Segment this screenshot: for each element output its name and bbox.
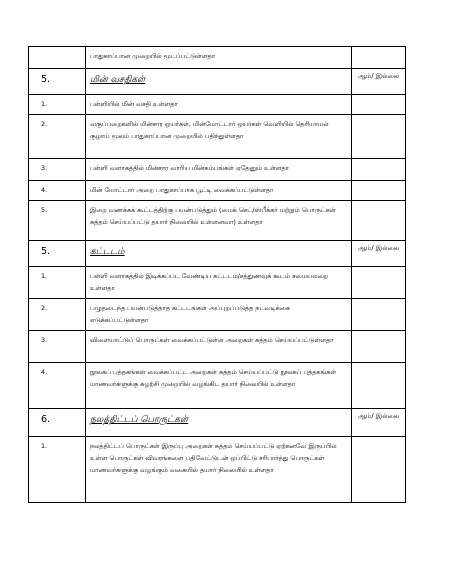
question-text: நூலகப் புத்தகங்கள் வைக்கப்பட்ட அறைகள் சுத்தம் செய்யப்பட்டு நூலகப் புத்தகங்கள் மாணவர்களுக்கு சுழற்சி முறையில் வழங்கிட தயார் நிலையில் உள்ளதா	[86, 363, 352, 409]
row-number: 5.	[29, 241, 86, 267]
answer-cell[interactable]	[352, 201, 406, 241]
checklist-row	[29, 115, 406, 159]
question-text: பாதுகாப்பான முறையில் மூடப்பட்டுள்ளதா	[86, 47, 352, 69]
section-title-text: கட்டடம்	[90, 247, 125, 257]
answer-cell[interactable]	[352, 363, 406, 409]
row-number: 2.	[29, 115, 86, 159]
yes-no-header: ஆம்/ இல்லை	[352, 69, 406, 95]
row-number	[29, 47, 86, 69]
checklist-table	[28, 46, 406, 503]
section-header-row	[29, 69, 406, 95]
section-title	[86, 69, 352, 95]
answer-cell[interactable]	[352, 47, 406, 69]
answer-cell[interactable]	[352, 159, 406, 181]
question-text: நலத்திட்டப் பொருட்கள் இருப்பு அறைகள் சுத்தம் செய்யப்பட்டு ஏற்கனவே இருப்பில் உள்ள பொருட்கள் விவரங்களை பதிவேட்டுடன் ஒப்பிட்டு சரிபார்த்து பொருட்கள் மாணவர்களுக்கு வழங்கும் வகையில் தயார் நிலையில் உள்ளதா	[86, 437, 352, 503]
section-title-text: நலத்திட்டப் பொருட்கள்	[90, 415, 189, 425]
checklist-row	[29, 181, 406, 201]
row-number: 5.	[29, 69, 86, 95]
yes-no-header: ஆம்/ இல்லை	[352, 409, 406, 437]
checklist-row	[29, 159, 406, 181]
answer-cell[interactable]	[352, 331, 406, 363]
checklist-body	[29, 47, 406, 503]
row-number: 1.	[29, 95, 86, 115]
question-text: இறை வணக்கக் கூட்டத்திற்கு பயன்படுத்தும் (மைக் செட்/ஸ்பீக்கர் மற்றும் பொருட்கள் சுத்தம் செய்யப்பட்டு தயார் நிலையில் உள்ளனவா) உள்ளதா	[86, 201, 352, 241]
question-text: பள்ளியில் மின் வசதி உள்ளதா	[86, 95, 352, 115]
question-text: பழுதடைந்த பயன்படுத்தாத கட்டடங்கள் அப்புறப்படுத்த நடவடிக்கை எடுக்கப்பட்டுள்ளதா	[86, 299, 352, 331]
checklist-row	[29, 267, 406, 299]
yes-no-header: ஆம்/ இல்லை	[352, 241, 406, 267]
section-title-text: மின் வசதிகள்	[90, 75, 146, 85]
answer-cell[interactable]	[352, 267, 406, 299]
section-title	[86, 241, 352, 267]
section-header-row	[29, 241, 406, 267]
row-number: 5.	[29, 201, 86, 241]
row-number: 4.	[29, 181, 86, 201]
row-number: 3.	[29, 331, 86, 363]
question-text: மின் மோட்டார் அறை பாதுகாப்பாக பூட்டி வைக்கப்பட்டுள்ளதா	[86, 181, 352, 201]
question-text: விளையாட்டுப் பொருட்கள் வைக்கப்பட்டுள்ள அறைகள் சுத்தம் செய்யப்பட்டுள்ளதா	[86, 331, 352, 363]
row-number: 1.	[29, 267, 86, 299]
row-number: 3.	[29, 159, 86, 181]
question-text: பள்ளி வளாகத்தில் மின்சார வாரிய மின்கம்பங்கள் ஏதேனும் உள்ளதா	[86, 159, 352, 181]
answer-cell[interactable]	[352, 299, 406, 331]
answer-cell[interactable]	[352, 95, 406, 115]
answer-cell[interactable]	[352, 115, 406, 159]
question-text: பள்ளி வளாகத்தில் இடிக்கப்பட வேண்டிய கட்டடம்/சத்துணவுக் கூடம் சமையலறை உள்ளதா	[86, 267, 352, 299]
section-header-row	[29, 409, 406, 437]
row-number: 6.	[29, 409, 86, 437]
row-number: 2.	[29, 299, 86, 331]
question-text: வகுப்பறைகளில் மின்சார ஒயர்கள், மின்மோட்டார் ஒயர்கள் வெளியில் தெரியாமல் குழாய் மூலம் பாதுகாப்பான முறையில் பதிந்துள்ளதா	[86, 115, 352, 159]
answer-cell[interactable]	[352, 437, 406, 503]
checklist-row	[29, 201, 406, 241]
checklist-row	[29, 47, 406, 69]
row-number: 1.	[29, 437, 86, 503]
checklist-row	[29, 363, 406, 409]
checklist-row	[29, 331, 406, 363]
checklist-row	[29, 437, 406, 503]
checklist-row	[29, 95, 406, 115]
checklist-row	[29, 299, 406, 331]
answer-cell[interactable]	[352, 181, 406, 201]
row-number: 4.	[29, 363, 86, 409]
section-title	[86, 409, 352, 437]
